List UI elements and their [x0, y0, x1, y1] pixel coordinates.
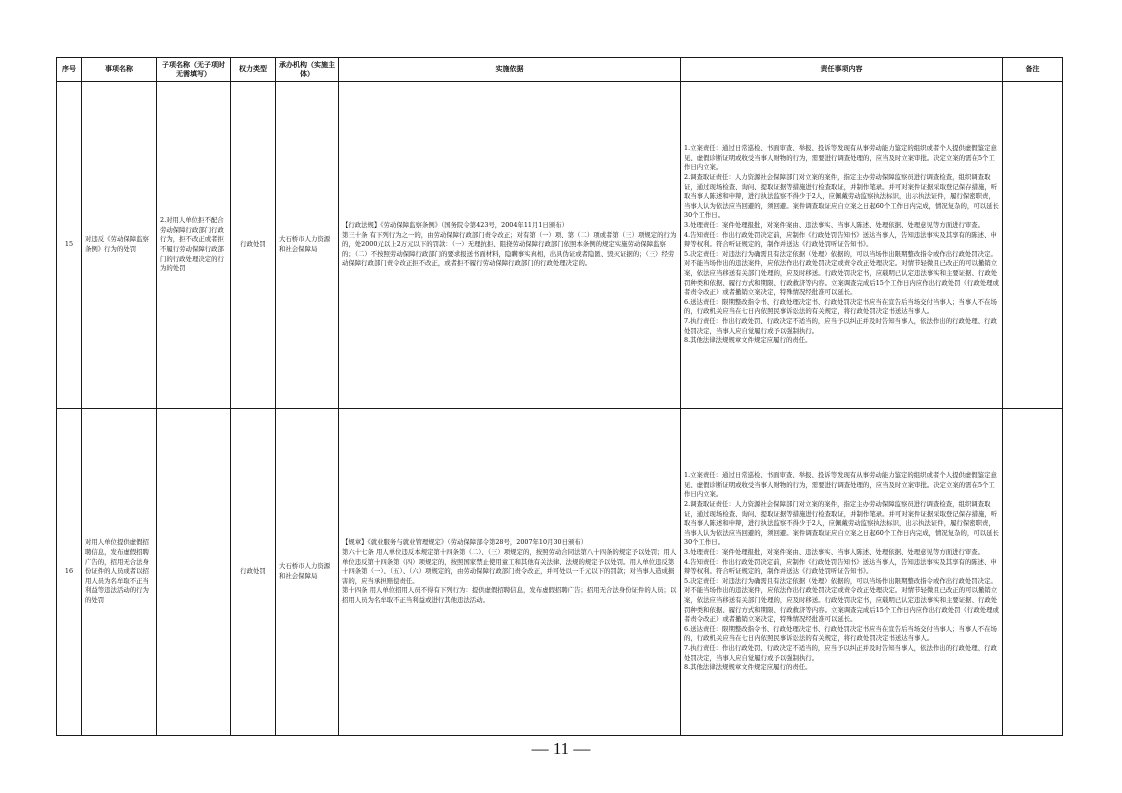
responsibility-line: 4.告知责任：作出行政处罚决定前，应制作《行政处罚告知书》送达当事人，告知违法事实及其享有的陈述、申辩等权利。符合听证规定的，制作并送达《行政处罚听证告知书》。: [684, 557, 997, 576]
row-agency: 大石桥市人力资源和社会保障局: [276, 409, 339, 736]
header-sub-item: 子项名称（无子项时无需填写）: [157, 58, 231, 82]
basis-line: 第十四条 用人单位招用人员不得有下列行为：提供虚假招聘信息，发布虚假招聘广告；招用无合法身份证件的人员；以招用人员为名牟取不正当利益或进行其他违法活动。: [342, 586, 677, 604]
row-power-type: 行政处罚: [231, 82, 276, 409]
basis-line: 【规章】《就业服务与就业管理规定》（劳动保障部令第28号，2007年10月30日颁布）: [342, 538, 588, 547]
responsibility-line: 5.决定责任：对违法行为确需且有法定依据（处理）依据的，可以当场作出限期整改指令或作出行政处罚决定。对不能当场作出的违法案件，应依法作出行政处罚决定或责令改正处理决定。对情节轻微且已改正的可以撤销立案，依法应当移送有关部门处理的，应及时移送。行政处罚决定书，应载明已认定违法事实和主要证据、行政处罚种类和依据、履行方式和期限、行政救济等内容。立案调查完成后15个工作日内应作出行政处罚（行政处理或者责令改正）或者撤销立案决定，特殊情况经批准可以延长。: [684, 576, 999, 624]
row-basis: [339, 409, 681, 736]
header-basis: 实施依据: [339, 58, 681, 82]
responsibility-line: 8.其他法律法规规章文件规定应履行的责任。: [684, 663, 812, 672]
header-remark: 备注: [1003, 58, 1063, 82]
responsibility-line: 3.处理责任：案件处理报批，对案件案由、违法事实、当事人陈述、处理依据、处理意见等方面进行审查。: [684, 221, 985, 230]
responsibility-line: 8.其他法律法规规章文件规定应履行的责任。: [684, 336, 812, 345]
row-responsibility: [681, 409, 1003, 736]
responsibility-line: 1.立案责任：通过日常巡检、书面审查、举报、投诉等发现有从事劳动能力鉴定的组织或者个人提供虚假鉴定意见、虚假诊断证明或收受当事人财物的行为，需要进行调查处理的，应当及时立案审批。决定立案的需在5个工作日内立案。: [684, 471, 997, 499]
header-responsibility: 责任事项内容: [681, 58, 1003, 82]
row-item-name: 对用人单位提供虚假招聘信息，发布虚假招聘广告的，招用无合法身份证件的人员或者以招用人员为名牟取不正当利益等违法活动的行为的处罚: [82, 409, 157, 736]
responsibility-line: 3.处理责任：案件处理报批，对案件案由、违法事实、当事人陈述、处理依据、处理意见等方面进行审查。: [684, 548, 985, 557]
row-power-type: 行政处罚: [231, 409, 276, 736]
responsibility-line: 6.送达责任：限期整改指令书、行政处理决定书、行政处罚决定书应当在宣告后当场交付当事人；当事人不在场的，行政机关应当在七日内依照民事诉讼法的有关规定，将行政处罚决定书送达当事人。: [684, 624, 997, 643]
row-seq: 16: [57, 409, 82, 736]
row-seq: 15: [57, 82, 82, 409]
responsibility-line: 4.告知责任：作出行政处罚决定前，应制作《行政处罚告知书》送达当事人，告知违法事实及其享有的陈述、申辩等权利。符合听证规定的，制作并送达《行政处罚听证告知书》。: [684, 230, 997, 249]
responsibility-line: 5.决定责任：对违法行为确需且有法定依据（处理）依据的，可以当场作出限期整改指令或作出行政处罚决定。对不能当场作出的违法案件，应依法作出行政处罚决定或责令改正处理决定。对情节轻微且已改正的可以撤销立案，依法应当移送有关部门处理的，应及时移送。行政处罚决定书，应载明已认定违法事实和主要证据、行政处罚种类和依据、履行方式和期限、行政救济等内容。立案调查完成后15个工作日内应作出行政处罚（行政处理或者责令改正）或者撤销立案决定，特殊情况经批准可以延长。: [684, 249, 999, 297]
responsibility-table: [56, 57, 1063, 736]
row-sub-item: 2.对用人单位拒不配合劳动保障行政部门行政行为，拒不改正或者拒不履行劳动保障行政部门的行政处理决定的行为的处罚: [157, 82, 231, 409]
row-responsibility: [681, 82, 1003, 409]
responsibility-line: 2.调查取证责任：人力资源社会保障部门对立案的案件，指定主办劳动保障监察员进行调查检查，组织调查取证，通过现场检查、询问、提取证据等措施进行检查取证，并制作笔录。并可对案件证据采取登记保存措施，听取当事人陈述和申辩，进行执法监察不得少于2人，应佩戴劳动监察执法标识，出示执法证件，履行保密职责，当事人认为依法应当回避的，须回避。案件调查取证应自立案之日起60个工作日内完成，情况复杂的，可以延长30个工作日。: [684, 500, 999, 547]
basis-line: 第六十七条 用人单位违反本规定第十四条第（二）、（三）项规定的，按照劳动合同法第八十四条的规定予以处罚；用人单位违反第十四条第（四）项规定的，按照国家禁止使用童工和其他有关法律、法规的规定予以处罚。用人单位违反第十四条第（一）、（五）、（六）项规定的，由劳动保障行政部门责令改正，并可处以一千元以下的罚款；对当事人造成损害的，应当承担赔偿责任。: [342, 548, 677, 585]
basis-line: 【行政法规】《劳动保障监察条例》（国务院令第423号，2004年11月1日颁布）: [342, 221, 568, 230]
responsibility-line: 7.执行责任：作出行政处罚、行政决定不适当的，应当予以纠正并及时告知当事人，依法作出的行政处理、行政处罚决定，当事人应自觉履行或予以强制执行。: [684, 643, 997, 662]
responsibility-line: 2.调查取证责任：人力资源社会保障部门对立案的案件，指定主办劳动保障监察员进行调查检查，组织调查取证，通过现场检查、询问、提取证据等措施进行检查取证，并制作笔录。并可对案件证据采取登记保存措施，听取当事人陈述和申辩，进行执法监察不得少于2人，应佩戴劳动监察执法标识，出示执法证件，履行保密职责，当事人认为依法应当回避的，须回避。案件调查取证应自立案之日起60个工作日内完成，情况复杂的，可以延长30个工作日。: [684, 173, 999, 220]
header-agency: 承办机构（实施主体）: [276, 58, 339, 82]
page-number: — 11 —: [531, 739, 591, 758]
basis-line: 第三十条 有下列行为之一的，由劳动保障行政部门责令改正；对有第（一）项、第（二）项或者第（三）项规定的行为的，处2000元以上2万元以下的罚款：（一）无理抗拒、阻挠劳动保障行政部门依照本条例的规定实施劳动保障监察的；（二）不按照劳动保障行政部门的要求报送书面材料，隐瞒事实真相，出具伪证或者隐匿、毁灭证据的；（三）经劳动保障行政部门责令改正拒不改正，或者拒不履行劳动保障行政部门的行政处理决定的。: [342, 230, 677, 268]
responsibility-line: 7.执行责任：作出行政处罚、行政决定不适当的，应当予以纠正并及时告知当事人，依法作出的行政处理、行政处罚决定，当事人应自觉履行或予以强制执行。: [684, 316, 997, 335]
header-item-name: 事项名称: [82, 58, 157, 82]
header-seq: 序号: [57, 58, 82, 82]
header-row: [57, 58, 1063, 82]
row-basis: [339, 82, 681, 409]
table-row: [57, 409, 1063, 736]
row-remark: [1003, 409, 1063, 736]
responsibility-line: 1.立案责任：通过日常巡检、书面审查、举报、投诉等发现有从事劳动能力鉴定的组织或者个人提供虚假鉴定意见、虚假诊断证明或收受当事人财物的行为，需要进行调查处理的，应当及时立案审批。决定立案的需在5个工作日内立案。: [684, 144, 997, 172]
row-remark: [1003, 82, 1063, 409]
responsibility-line: 6.送达责任：限期整改指令书、行政处理决定书、行政处罚决定书应当在宣告后当场交付当事人；当事人不在场的，行政机关应当在七日内依照民事诉讼法的有关规定，将行政处罚决定书送达当事人。: [684, 297, 997, 316]
row-item-name: 对违反《劳动保障监察条例》行为的处罚: [82, 82, 157, 409]
header-power-type: 权力类型: [231, 58, 276, 82]
row-sub-item: [157, 409, 231, 736]
row-agency: 大石桥市人力资源和社会保障局: [276, 82, 339, 409]
table-row: [57, 82, 1063, 409]
